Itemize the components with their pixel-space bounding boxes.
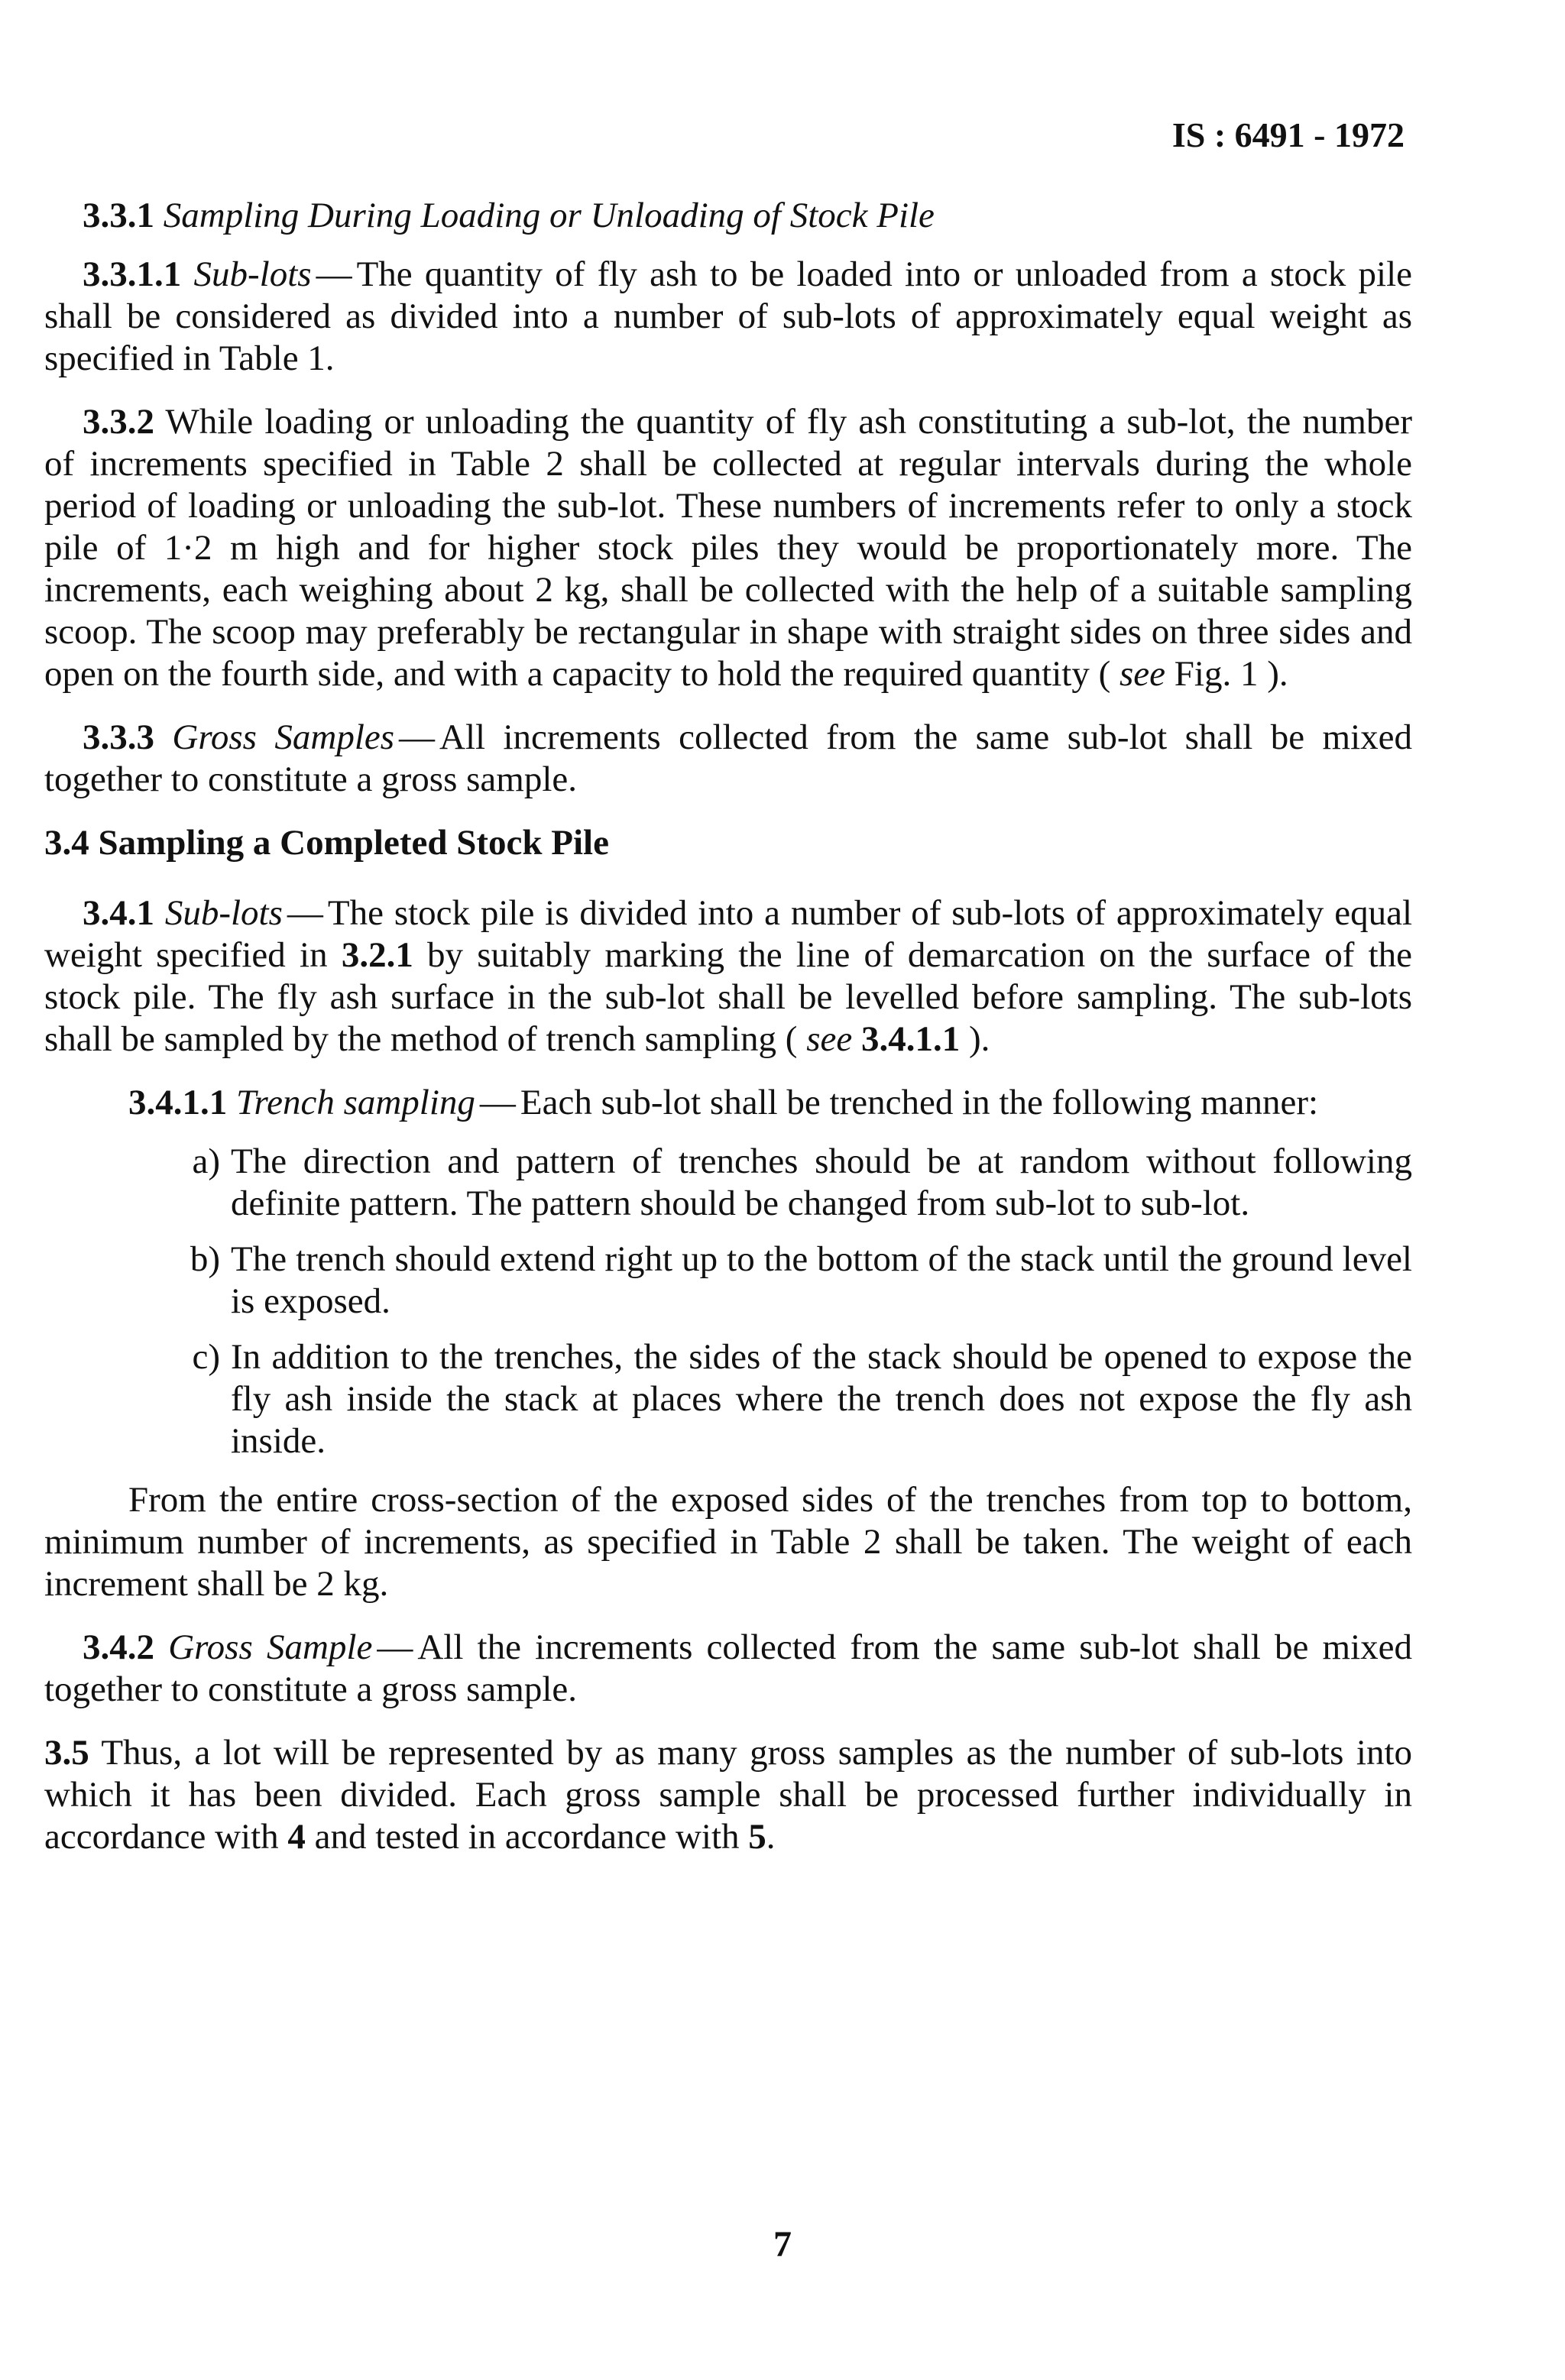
list-item-label: c) [192, 1337, 220, 1377]
section-heading-3-4: 3.4 Sampling a Completed Stock Pile [44, 823, 609, 863]
clause-title: Trench sampling [236, 1083, 475, 1122]
list-item-label: b) [190, 1239, 220, 1279]
list-item-text: In addition to the trenches, the sides of the stack should be opened to expose the fly ash inside the stack at places where the trench does not expose the fly ash inside. [231, 1337, 1412, 1461]
em-dash: — [377, 1627, 413, 1667]
clause-3-4-1-1 [44, 1082, 1412, 1124]
clause-3-4-1 [44, 892, 1412, 1060]
clause-title: Sampling During Loading or Unloading of Stock Pile [163, 196, 935, 235]
clause-3-3-1 [44, 195, 1412, 237]
clause-end: . [766, 1817, 776, 1857]
clause-number: 3.5 [44, 1733, 89, 1773]
clause-text: by suitably marking the line of demarcation on the surface of the stock pile. The fly ash surface in the sub-lot shall be levelled before sampling. The sub-lots shall be sampled by the method of trench sampling ( [44, 935, 1413, 1059]
list-item-text: The trench should extend right up to the bottom of the stack until the ground level is exposed. [231, 1239, 1412, 1321]
list-item-text: The direction and pattern of trenches should be at random without following definite pattern. The pattern should be changed from sub-lot to sub-lot. [231, 1141, 1412, 1223]
list-item [44, 1336, 1412, 1462]
clause-text: While loading or unloading the quantity of fly ash constituting a sub-lot, the number of increments specified in Table 2 shall be collected at regular intervals during the whole period of loading or unloading the sub-lot. These numbers of increments refer to only a stock pile of 1·2 m high and for higher stock piles they would be proportionately more. The increments, each weighing about 2 kg, shall be collected with the help of a suitable sampling scoop. The scoop may preferably be rectangular in shape with straight sides on three sides and open on the fourth side, and with a capacity to hold the required quantity ( [44, 402, 1412, 694]
clause-3-3-3 [44, 717, 1412, 801]
clause-text: and tested in accordance with [314, 1817, 740, 1857]
clause-number: 3.3.3 [83, 717, 154, 757]
clause-ref: 3.4.1.1 [860, 1019, 961, 1059]
list-item [44, 1239, 1412, 1323]
page-content [44, 195, 1412, 1880]
clause-end: ). [968, 1019, 990, 1059]
trench-increments-paragraph: From the entire cross-section of the exposed sides of the trenches from top to bottom, minimum number of increments, as specified in Table 2 shall be taken. The weight of each increment shall be 2 kg. [44, 1480, 1412, 1604]
see-label: see [806, 1019, 853, 1059]
clause-text: Thus, a lot will be represented by as many gross samples as the number of sub-lots into which it has been divided. Each gross sample shall be processed further individually in accordance with [44, 1733, 1413, 1857]
clause-3-3-1-1 [44, 254, 1412, 380]
clause-3-3-2 [44, 401, 1412, 695]
trench-list [44, 1141, 1412, 1462]
page-number: 7 [773, 2224, 792, 2265]
em-dash: — [399, 717, 436, 757]
clause-3-4-2 [44, 1627, 1412, 1711]
clause-text: All the increments collected from the same sub-lot shall be mixed together to constitute a gross sample. [44, 1627, 1412, 1709]
clause-title: Gross Sample [168, 1627, 373, 1667]
em-dash: — [287, 893, 323, 933]
clause-number: 3.3.1 [83, 196, 154, 235]
clause-number: 3.3.1.1 [83, 254, 182, 294]
clause-end: ). [1267, 654, 1288, 694]
list-item-label: a) [192, 1141, 220, 1181]
standard-number: IS : 6491 - 1972 [1171, 115, 1405, 154]
clause-ref: 3.2.1 [341, 935, 413, 975]
clause-3-5 [44, 1732, 1412, 1858]
clause-number: 3.4.2 [83, 1627, 154, 1667]
clause-ref: 4 [287, 1817, 306, 1857]
figure-ref: Fig. 1 [1174, 654, 1259, 694]
em-dash: — [316, 254, 352, 294]
clause-text: All increments collected from the same sub-lot shall be mixed together to constitute a gross sample. [44, 717, 1412, 799]
clause-number: 3.4.1 [83, 893, 154, 933]
clause-text: The quantity of fly ash to be loaded into or unloaded from a stock pile shall be considered as divided into a number of sub-lots of approximately equal weight as specified in Table 1. [44, 254, 1412, 378]
em-dash: — [479, 1083, 516, 1122]
clause-number: 3.3.2 [83, 402, 154, 442]
clause-number: 3.4.1.1 [128, 1083, 228, 1122]
see-label: see [1119, 654, 1166, 694]
list-item [44, 1141, 1412, 1225]
clause-title: Sub-lots [164, 893, 283, 933]
clause-text: Each sub-lot shall be trenched in the following manner: [520, 1083, 1319, 1122]
clause-ref: 5 [748, 1817, 766, 1857]
clause-title: Sub-lots [193, 254, 312, 294]
clause-text: The stock pile is divided into a number of sub-lots of approximately equal weight specified in [44, 893, 1413, 975]
clause-title: Gross Samples [172, 717, 395, 757]
